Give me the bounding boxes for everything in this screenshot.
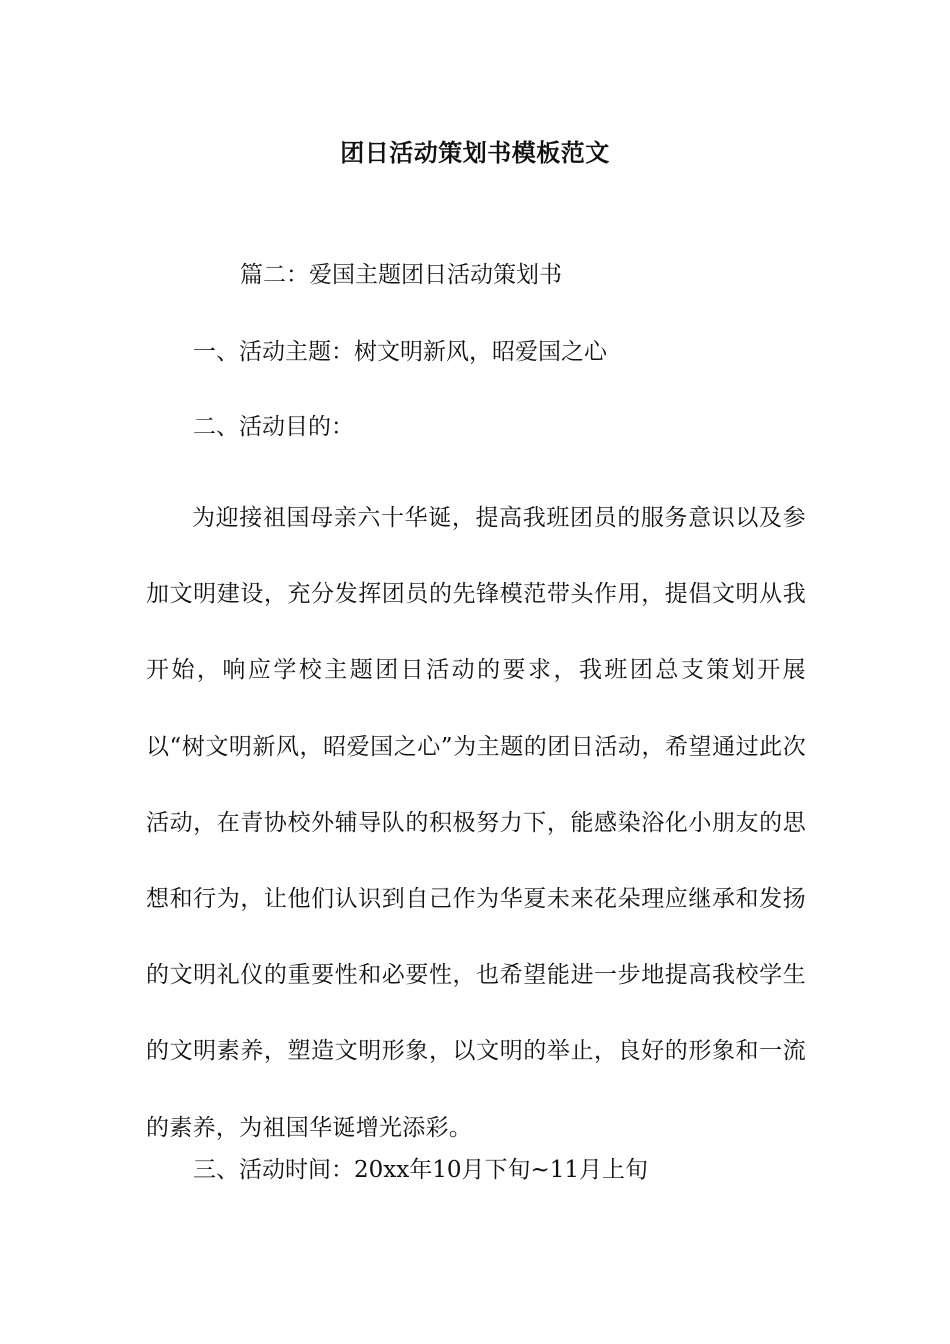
document-subtitle: 篇二：爱国主题团日活动策划书: [240, 262, 562, 288]
section-time-heading: 三、活动时间：20xx年10月下旬~11月上旬: [193, 1157, 649, 1183]
section-theme-heading: 一、活动主题：树文明新风，昭爱国之心: [193, 339, 607, 365]
document-title: 团日活动策划书模板范文: [340, 138, 610, 167]
section-purpose-heading: 二、活动目的：: [193, 414, 354, 440]
purpose-paragraph: 为迎接祖国母亲六十华诞，提高我班团员的服务意识以及参加文明建设，充分发挥团员的先锋模范带头作用，提倡文明从我开始，响应学校主题团日活动的要求，我班团总支策划开展以“树文明新风，昭爱国之心”为主题的团日活动，希望通过此次活动，在青协校外辅导队的积极努力下，能感染浴化小朋友的思想和行为，让他们认识到自己作为华夏未来花朵理应继承和发扬的文明礼仪的重要性和必要性，也希望能进一步地提高我校学生的文明素养，塑造文明形象，以文明的举止，良好的形象和一流的素养，为祖国华诞增光添彩。: [146, 505, 806, 1141]
